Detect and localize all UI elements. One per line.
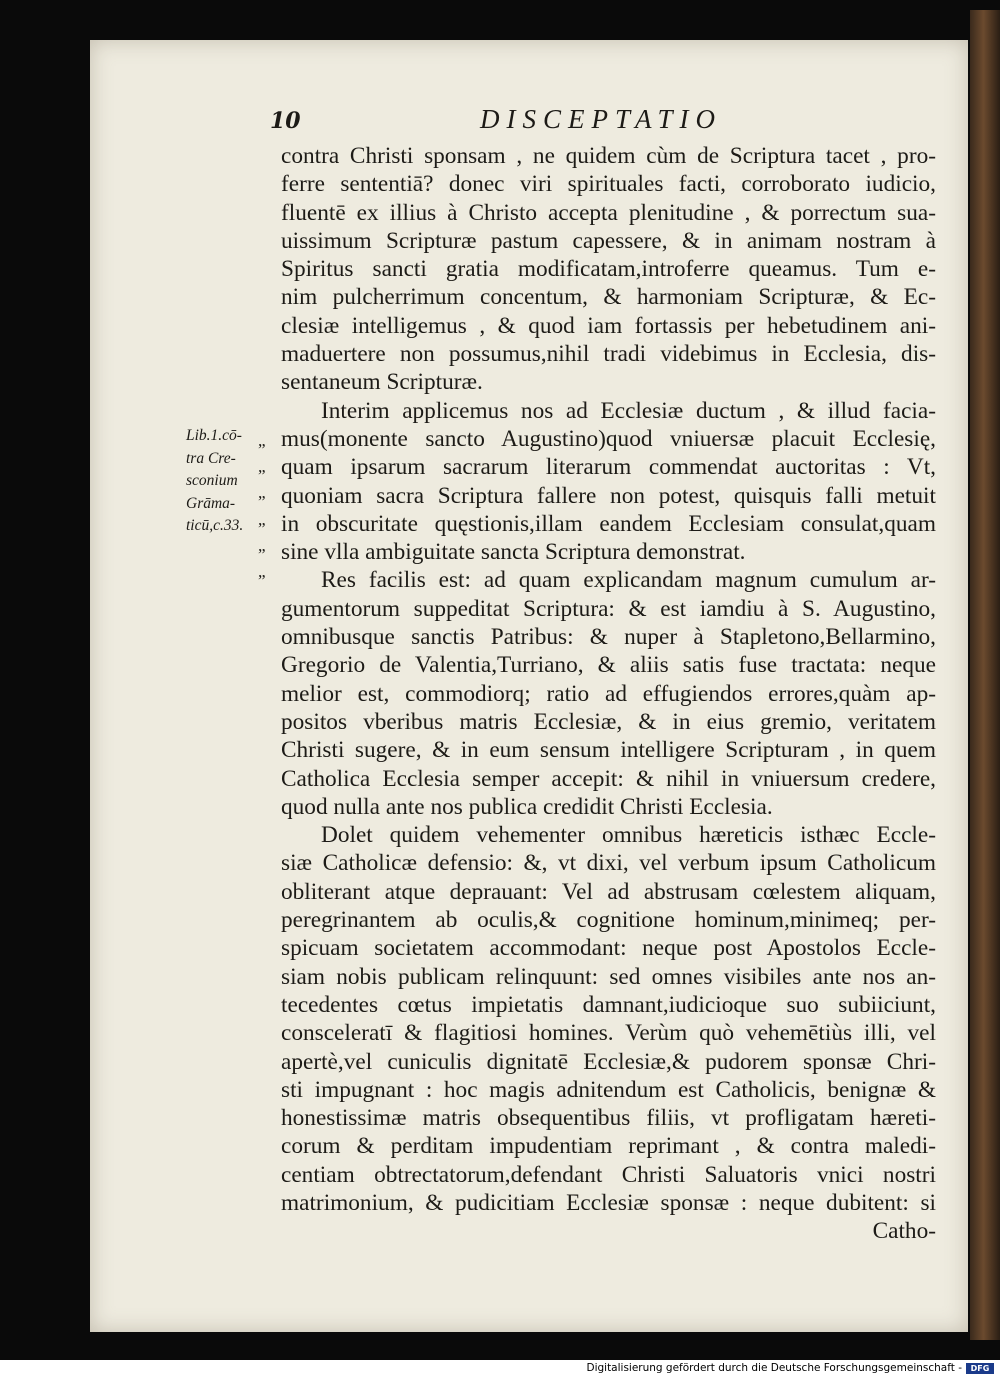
quote-mark: „ [258, 562, 266, 582]
margin-note-line: Lib.1.cō- [186, 427, 242, 444]
text-line: apertè,vel cuniculis dignitatē Ecclesiæ,& pudorem sponsæ Chri- [281, 1048, 936, 1075]
book-cover-edge [970, 10, 1000, 1340]
text-line: centiam obtrectatorum,defendant Christi Saluatoris vnici nostri [281, 1161, 936, 1188]
text-line: quam ipsarum sacrarum literarum commendat auctoritas : Vt, [281, 454, 936, 481]
margin-note-line: sconium [186, 472, 238, 490]
text-line: Dolet quidem vehementer omnibus hæreticis isthæc Eccle- [321, 822, 936, 849]
text-line: sentaneum Scripturæ. [281, 369, 483, 396]
text-line: in obscuritate quęstionis,illam eandem Ecclesiam consulat,quam [281, 510, 936, 537]
text-line: siæ Catholicæ defensio: &, vt dixi, vel verbum ipsum Catholicum [281, 850, 936, 877]
quote-mark: „ [258, 509, 266, 529]
text-line: Christi sugere, & in eum sensum intelligere Scripturam , in quem [281, 737, 936, 764]
text-line: quoniam sacra Scriptura fallere non potest, quisquis falli metuit [281, 482, 936, 509]
text-line: Spiritus sancti gratia modificatam,introferre queamus. Tum e- [281, 256, 936, 283]
page-number: 10 [270, 108, 301, 134]
text-line: fluentē ex illius à Christo accepta plenitudine , & porrectum sua- [281, 199, 936, 226]
catchword: Catho- [872, 1218, 936, 1245]
text-line: tecedentes cœtus impietatis damnant,iudicioque suo subiiciunt, [281, 991, 936, 1018]
text-line: sine vlla ambiguitate sancta Scriptura demonstrat. [281, 539, 746, 566]
text-line: peregrinantem ab oculis,& cognitione hominum,minimeq; per- [281, 907, 936, 934]
margin-note-line: tra Cre- [186, 449, 236, 467]
text-line: Gregorio de Valentia,Turriano, & aliis satis fuse tractata: neque [281, 652, 936, 679]
text-line: Res facilis est: ad quam explicandam magnum cumulum ar- [321, 567, 936, 594]
quote-mark: „ [258, 431, 266, 450]
marginal-citation [186, 425, 258, 538]
text-line: corum & perditam impudentiam reprimant , & contra maledi- [281, 1133, 936, 1160]
text-line: gumentorum suppeditat Scriptura: & est iamdiu à S. Augustino, [281, 595, 936, 622]
quotation-marks [258, 428, 278, 585]
text-line: siam nobis publicam relinquunt: sed omnes visibiles ante nos an- [281, 963, 936, 990]
text-line: nim pulcherrimum concentum, & harmoniam Scripturæ, & Ec- [281, 284, 936, 311]
text-line: Interim applicemus nos ad Ecclesiæ ductum , & illud facia- [321, 397, 936, 424]
text-line: uissimum Scripturæ pastum capessere, & in animam nostram à [281, 227, 936, 254]
text-line: Catholica Ecclesia semper accepit: & nihil in vniuersum credere, [281, 765, 936, 792]
running-title: DISCEPTATIO [480, 104, 722, 134]
text-line: honestissimæ matris obsequentibus filiis, vt profligatam hæreti- [281, 1105, 936, 1132]
quote-mark: „ [258, 535, 266, 555]
text-line: mus(monente sancto Augustino)quod vniuersæ placuit Ecclesię, [281, 425, 936, 452]
text-line: consceleratī & flagitiosi homines. Verùm quò vehemētiùs illi, vel [281, 1020, 936, 1047]
body-text [281, 142, 936, 1246]
text-line: quod nulla ante nos publica credidit Christi Ecclesia. [281, 793, 773, 820]
text-line: spicuam societatem accommodant: neque post Apostolos Eccle- [281, 935, 936, 962]
text-line: omnibusque sanctis Patribus: & nuper à Stapletono,Bellarmino, [281, 624, 936, 651]
text-line: sti impugnant : hoc magis adnitendum est Catholicis, benignæ & [281, 1076, 936, 1103]
text-line: contra Christi sponsam , ne quidem cùm de Scriptura tacet , pro- [281, 143, 936, 169]
text-line: maduertere non possumus,nihil tradi videbimus in Ecclesia, dis- [281, 341, 936, 368]
footer-credit: Digitalisierung gefördert durch die Deutsche Forschungsgemeinschaft - [586, 1362, 962, 1374]
quote-mark: „ [258, 457, 266, 477]
quote-mark: „ [258, 483, 266, 503]
dfg-logo: DFG [966, 1363, 994, 1374]
text-line: obliterant atque deprauant: Vel ad abstrusam cœlestem aliquam, [281, 878, 936, 905]
text-line: positos vberibus matris Ecclesiæ, & in eius gremio, veritatem [281, 708, 936, 735]
text-line: melior est, commodiorq; ratio ad effugiendos errores,quàm ap- [281, 680, 936, 707]
text-line: matrimonium, & pudicitiam Ecclesiæ sponsæ : neque dubitent: si [281, 1189, 936, 1216]
text-line: ferre sententiā? donec viri spirituales facti, corroborato iudicio, [281, 171, 936, 198]
text-line: clesiæ intelligemus , & quod iam fortassis per hebetudinem ani- [281, 312, 936, 339]
margin-note-line: ticū,c.33. [186, 517, 244, 535]
margin-note-line: Grāma- [186, 494, 236, 512]
